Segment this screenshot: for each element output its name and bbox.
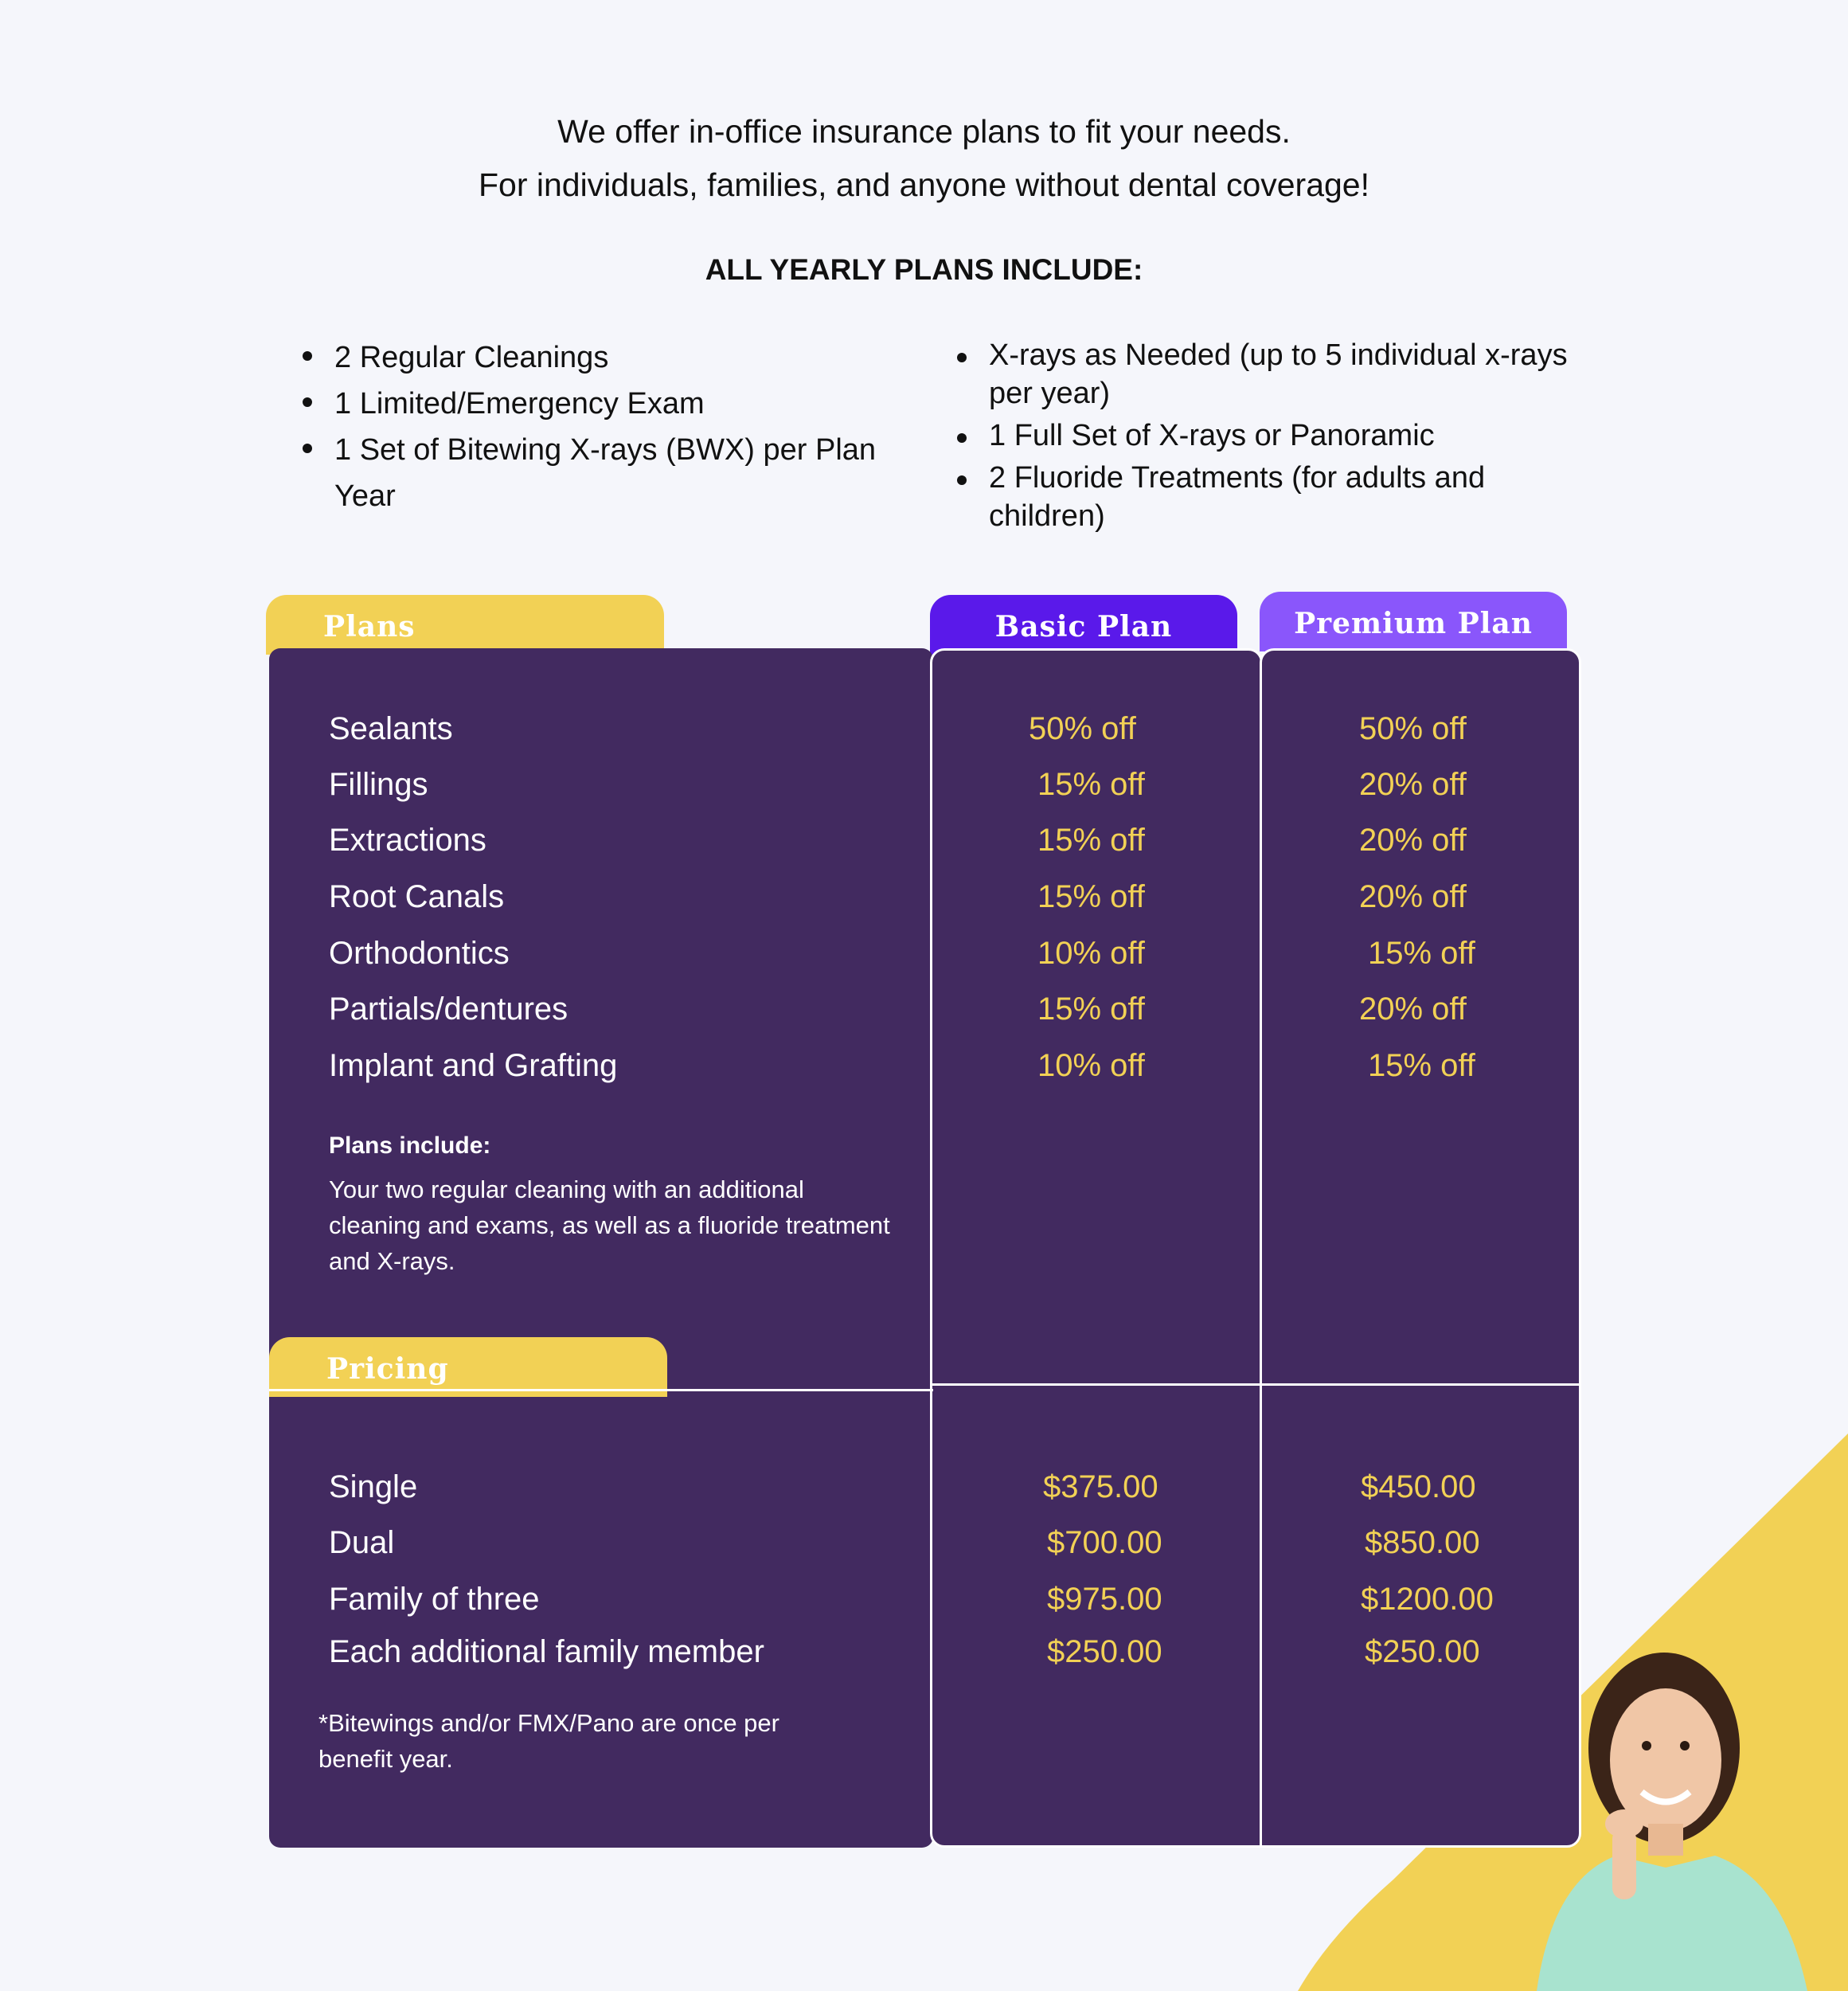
- basic-discount: 15% off: [1037, 823, 1145, 858]
- premium-discount: 50% off: [1359, 711, 1467, 746]
- plans-include-title: Plans include:: [329, 1132, 491, 1159]
- list-item: 1 Limited/Emergency Exam: [303, 381, 916, 427]
- includes-list-right: [957, 336, 1578, 539]
- premium-discount: 15% off: [1368, 1048, 1475, 1083]
- premium-discount: 15% off: [1368, 936, 1475, 971]
- basic-price: $375.00: [1043, 1469, 1158, 1504]
- basic-discount: 15% off: [1037, 992, 1145, 1027]
- pricing-divider: [269, 1389, 933, 1391]
- premium-discount: 20% off: [1359, 992, 1467, 1027]
- basic-discount: 15% off: [1037, 767, 1145, 802]
- plans-include-text: Your two regular cleaning with an additional cleaning and exams, as well as a fluoride treatment and X-rays.: [329, 1175, 890, 1275]
- tab-pricing: Pricing: [269, 1337, 667, 1397]
- intro-line-2: For individuals, families, and anyone without dental coverage!: [478, 166, 1370, 203]
- includes-list-left: [303, 334, 916, 519]
- premium-price: $1200.00: [1361, 1582, 1494, 1617]
- pricing-label: Each additional family member: [329, 1634, 764, 1669]
- includes-title: ALL YEARLY PLANS INCLUDE:: [705, 253, 1143, 286]
- footnote: *Bitewings and/or FMX/Pano are once per benefit year.: [318, 1709, 779, 1773]
- basic-discount: 10% off: [1037, 936, 1145, 971]
- list-item: 1 Set of Bitewing X-rays (BWX) per Plan Year: [303, 427, 916, 519]
- basic-discount: 15% off: [1037, 879, 1145, 914]
- premium-discount: 20% off: [1359, 879, 1467, 914]
- pricing-label: Dual: [329, 1525, 395, 1560]
- service-label: Implant and Grafting: [329, 1048, 618, 1083]
- premium-discount: 20% off: [1359, 767, 1467, 802]
- basic-price: $250.00: [1047, 1634, 1162, 1669]
- basic-price: $700.00: [1047, 1525, 1162, 1560]
- intro-line-1: We offer in-office insurance plans to fit your needs.: [557, 113, 1291, 150]
- service-label: Fillings: [329, 767, 428, 802]
- service-label: Sealants: [329, 711, 453, 746]
- list-item: X-rays as Needed (up to 5 individual x-rays per year): [957, 336, 1578, 413]
- list-item: 2 Fluoride Treatments (for adults and children): [957, 459, 1578, 535]
- premium-price: $250.00: [1365, 1634, 1480, 1669]
- pricing-label: Family of three: [329, 1582, 540, 1617]
- list-item: 2 Regular Cleanings: [303, 334, 916, 381]
- intro-text: [0, 105, 1848, 212]
- basic-discount: 10% off: [1037, 1048, 1145, 1083]
- list-item: 1 Full Set of X-rays or Panoramic: [957, 417, 1578, 455]
- premium-price: $450.00: [1361, 1469, 1476, 1504]
- premium-discount: 20% off: [1359, 823, 1467, 858]
- service-label: Orthodontics: [329, 936, 510, 971]
- premium-price: $850.00: [1365, 1525, 1480, 1560]
- basic-price: $975.00: [1047, 1582, 1162, 1617]
- basic-discount: 50% off: [1029, 711, 1136, 746]
- service-label: Extractions: [329, 823, 486, 858]
- tab-premium-plan: Premium Plan: [1260, 592, 1567, 651]
- pricing-label: Single: [329, 1469, 418, 1504]
- tab-plans: Plans: [266, 595, 664, 655]
- service-label: Root Canals: [329, 879, 505, 914]
- service-label: Partials/dentures: [329, 992, 568, 1027]
- tab-basic-plan: Basic Plan: [930, 595, 1237, 655]
